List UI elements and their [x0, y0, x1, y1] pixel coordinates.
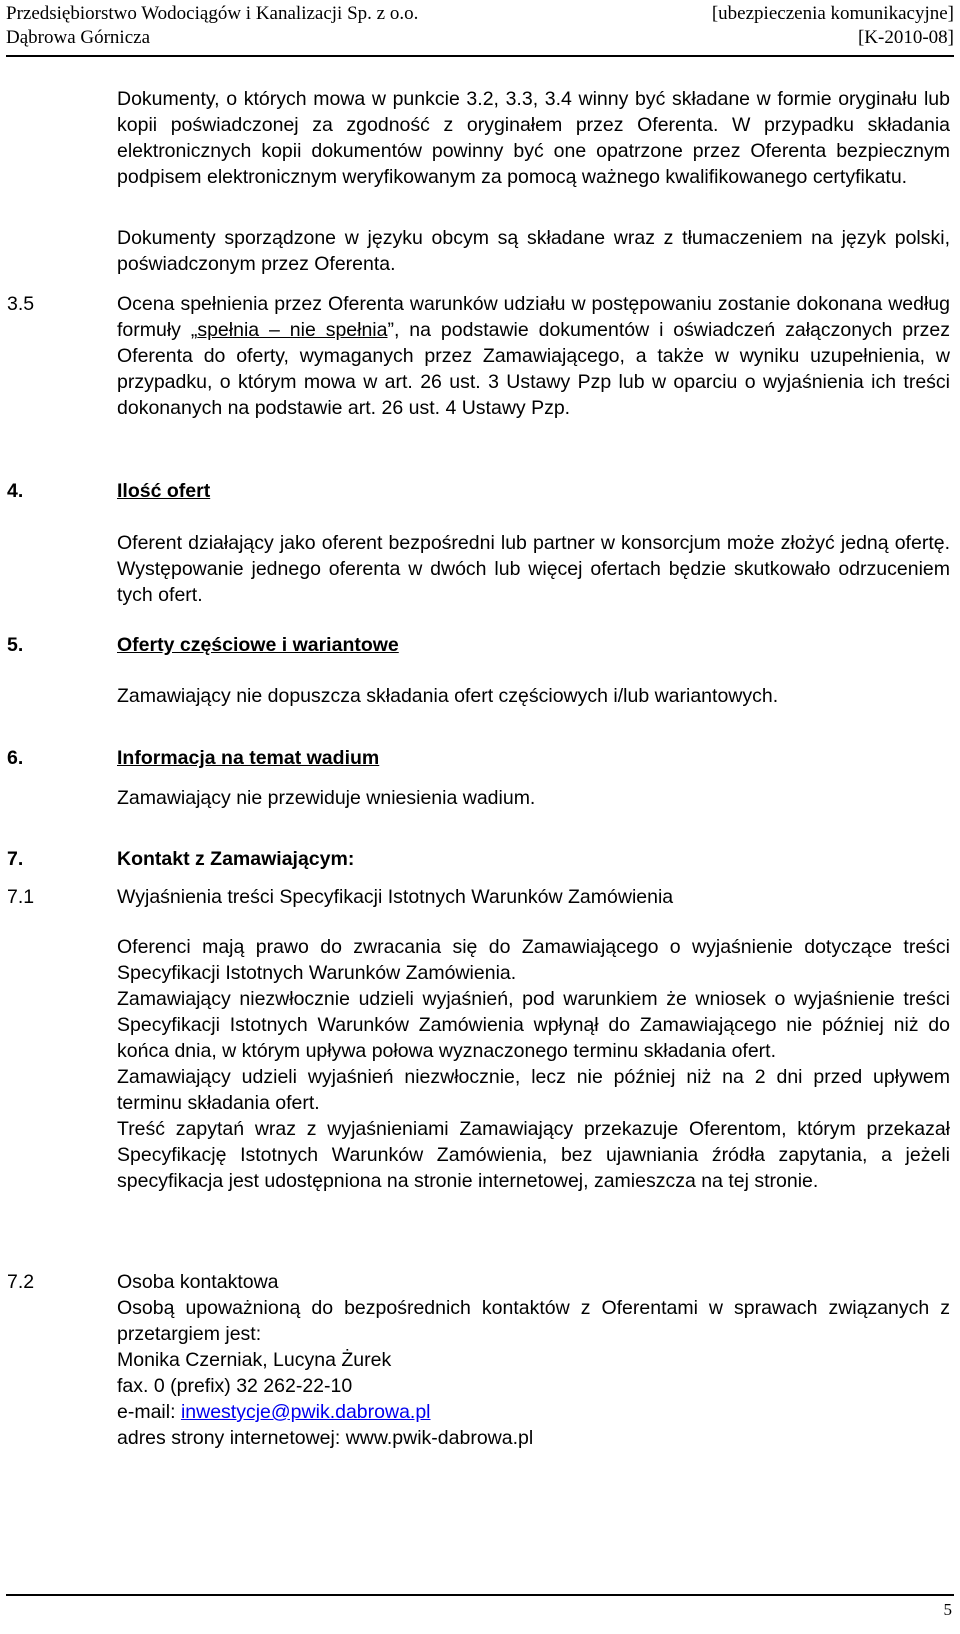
contact-email-line: e-mail: inwestycje@pwik.dabrowa.pl: [117, 1401, 431, 1423]
section-3-5-number: 3.5: [7, 293, 35, 315]
page-number: 5: [943, 1600, 952, 1619]
section-4-title: Ilość ofert: [117, 480, 211, 502]
section-7-2-number: 7.2: [7, 1271, 35, 1293]
company-city: Dąbrowa Górnicza: [6, 27, 151, 48]
section-5-text: Zamawiający nie dopuszcza składania ofert częściowych i/lub wariantowych.: [117, 685, 779, 707]
contact-names: Monika Czerniak, Lucyna Żurek: [117, 1349, 392, 1371]
section-7-2-title: Osoba kontaktowa: [117, 1271, 279, 1293]
section-4-number: 4.: [7, 480, 24, 502]
section-5-title: Oferty częściowe i wariantowe: [117, 634, 399, 656]
section-7-number: 7.: [7, 848, 24, 870]
section-6-text: Zamawiający nie przewiduje wniesienia wadium.: [117, 787, 536, 809]
section-6-title: Informacja na temat wadium: [117, 747, 380, 769]
contact-fax: fax. 0 (prefix) 32 262-22-10: [117, 1375, 353, 1397]
paragraph-documents-form: Dokumenty, o których mowa w punkcie 3.2, 3.3, 3.4 winny być składane w formie oryginału lub kopii poświadczonej za zgodność z oryginałem przez Oferenta. W przypadku składania elektronicznych kopii dokumentów powinny być one opatrzone przez Oferenta bezpiecznym podpisem elektronicznym weryfikowanym za pomocą ważnego kwalifikowanego certyfikatu.: [117, 88, 950, 188]
header-divider: [6, 55, 954, 57]
company-name: Przedsiębiorstwo Wodociągów i Kanalizacji Sp. z o.o.: [6, 3, 419, 24]
document-tag: [ubezpieczenia komunikacyjne]: [711, 3, 954, 24]
section-3-5-text: Ocena spełnienia przez Oferenta warunków udziału w postępowaniu zostanie dokonana według formuły „spełnia – nie spełnia”, na podstawie dokumentów i oświadczeń załączonych przez Oferenta do oferty, wymaganych przez Zamawiającego, a także w wyniku uzupełnienia, w przypadku, o którym mowa w art. 26 ust. 3 Ustawy Pzp lub w oparciu o wyjaśnienia ich treści dokonanych na podstawie art. 26 ust. 4 Ustawy Pzp.: [117, 293, 950, 419]
section-7-1-title: Wyjaśnienia treści Specyfikacji Istotnych Warunków Zamówienia: [117, 886, 674, 908]
footer-divider: [6, 1594, 954, 1596]
section-4-text: Oferent działający jako oferent bezpośredni lub partner w konsorcjum może złożyć jedną ofertę. Występowanie jednego oferenta w dwóch lub więcej ofertach będzie skutkowało odrzuceniem tych ofert.: [117, 532, 950, 606]
paragraph-foreign-language: Dokumenty sporządzone w języku obcym są składane wraz z tłumaczeniem na język polski, poświadczonym przez Oferenta.: [117, 227, 950, 275]
section-7-title: Kontakt z Zamawiającym:: [117, 848, 355, 870]
formula-quote: spełnia – nie spełnia: [197, 319, 388, 341]
page-header: [6, 2, 954, 50]
section-7-1-text: Oferenci mają prawo do zwracania się do Zamawiającego o wyjaśnienie dotyczące treści Specyfikacji Istotnych Warunków Zamówienia. Zamawiający niezwłocznie udzieli wyjaśnień, pod warunkiem że wniosek o wyjaśnienie treści Specyfikacji Istotnych Warunków Zamówienia wpłynął do Zamawiającego nie później niż do końca dnia, w którym upływa połowa wyznaczonego terminu składania ofert. Zamawiający udzieli wyjaśnień niezwłocznie, lecz nie później niż na 2 dni przed upływem terminu składania ofert. Treść zapytań wraz z wyjaśnieniami Zamawiający przekazuje Oferentom, którym przekazał Specyfikację Istotnych Warunków Zamówienia, bez ujawniania źródła zapytania, a jeżeli specyfikacja jest udostępniona na stronie internetowej, zamieszcza na tej stronie.: [117, 936, 950, 1192]
document-code: [K-2010-08]: [857, 27, 954, 48]
contact-website: adres strony internetowej: www.pwik-dabrowa.pl: [117, 1427, 534, 1449]
email-link[interactable]: inwestycje@pwik.dabrowa.pl: [180, 1401, 431, 1423]
section-7-1-number: 7.1: [7, 886, 35, 908]
section-7-2-block: [117, 1269, 950, 1451]
contact-intro: Osobą upoważnioną do bezpośrednich kontaktów z Oferentami w sprawach związanych z przetargiem jest:: [117, 1297, 950, 1345]
section-5-number: 5.: [7, 634, 24, 656]
section-6-number: 6.: [7, 747, 24, 769]
